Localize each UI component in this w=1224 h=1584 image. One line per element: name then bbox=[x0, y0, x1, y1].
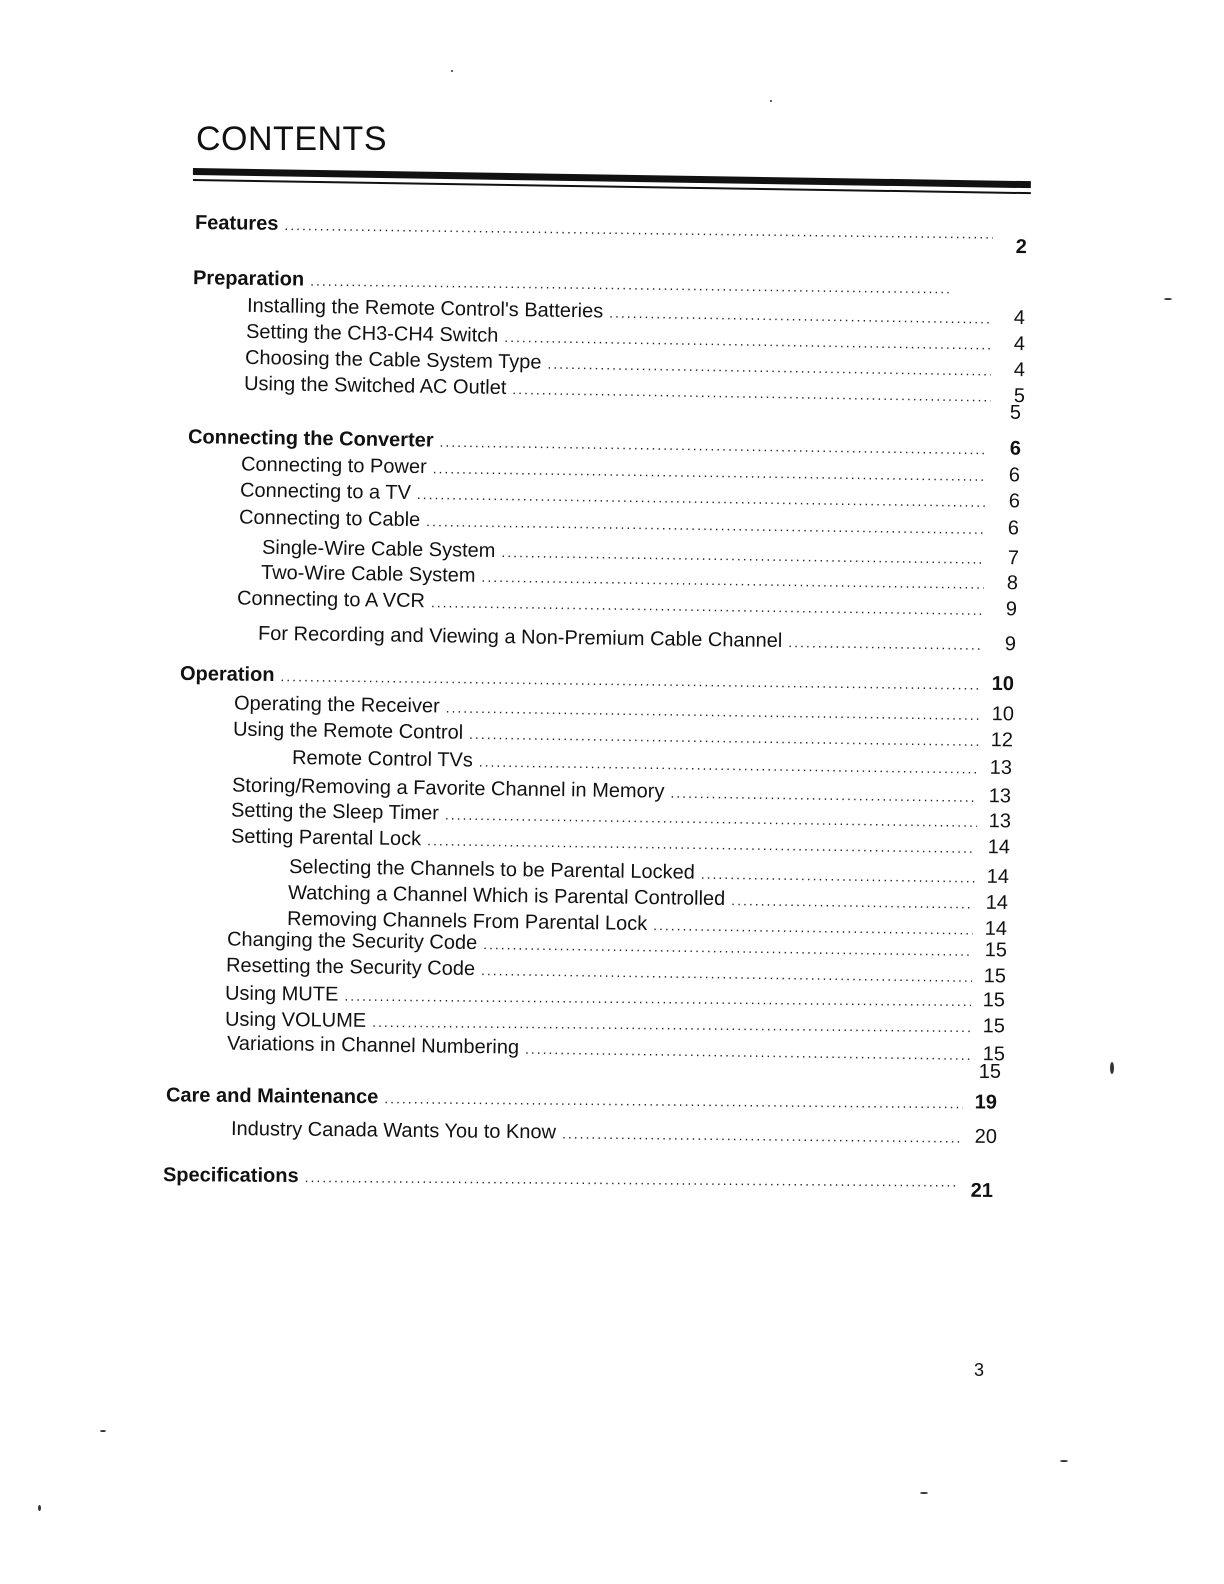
toc-entry-page: 8 bbox=[1006, 572, 1019, 595]
dot-leader bbox=[431, 590, 983, 622]
toc-entry-page: 7 bbox=[1007, 547, 1020, 570]
toc-extra-page: 15 bbox=[978, 1061, 1001, 1083]
dot-leader bbox=[562, 1121, 963, 1149]
toc-entry[interactable] bbox=[162, 1163, 993, 1202]
toc-entry[interactable] bbox=[180, 662, 1014, 696]
toc-entry-page: 14 bbox=[986, 865, 1010, 889]
toc-entry-label: Setting the CH3-CH4 Switch bbox=[245, 320, 499, 347]
dot-leader bbox=[284, 213, 993, 246]
toc-entry[interactable] bbox=[231, 1117, 997, 1149]
toc-entry-page: 4 bbox=[1013, 332, 1026, 356]
toc-entry-page: 14 bbox=[985, 891, 1009, 915]
dot-leader bbox=[512, 377, 991, 409]
toc-entry-page: 20 bbox=[974, 1125, 998, 1149]
toc-entry-label: Specifications bbox=[162, 1164, 299, 1188]
dot-leader bbox=[280, 664, 980, 697]
toc-entry-page: 14 bbox=[987, 836, 1011, 859]
toc-entry-page: 9 bbox=[1004, 633, 1017, 656]
dot-leader bbox=[701, 862, 975, 890]
toc-entry[interactable] bbox=[258, 622, 1016, 657]
scan-speck bbox=[1110, 1062, 1114, 1074]
toc-entry-label: Preparation bbox=[192, 267, 305, 291]
toc-entry-label: Operation bbox=[179, 662, 275, 687]
dot-leader bbox=[469, 722, 979, 753]
dot-leader bbox=[479, 750, 978, 781]
toc-entry-page: 6 bbox=[1009, 437, 1022, 460]
toc-entry-label: Installing the Remote Control's Batteries bbox=[246, 294, 604, 323]
toc-entry-label: Changing the Security Code bbox=[226, 928, 478, 955]
toc-entry-page: 13 bbox=[988, 785, 1012, 808]
scan-speck bbox=[1060, 1460, 1068, 1462]
toc-entry-label: Two-Wire Cable System bbox=[260, 561, 476, 587]
toc-entry-label: Operating the Receiver bbox=[233, 692, 440, 718]
toc-entry-label: Removing Channels From Parental Lock bbox=[286, 907, 648, 936]
toc-entry-page: 15 bbox=[983, 965, 1007, 988]
scan-speck bbox=[38, 1505, 41, 1511]
toc-entry-page: 6 bbox=[1008, 464, 1021, 487]
toc-entry-page: 13 bbox=[989, 756, 1013, 780]
toc-entry-page: 15 bbox=[982, 989, 1006, 1012]
toc-entry-label: Choosing the Cable System Type bbox=[244, 346, 542, 374]
toc-entry-label: Setting Parental Lock bbox=[230, 825, 422, 851]
toc-entry[interactable] bbox=[166, 1083, 997, 1114]
dot-leader bbox=[426, 509, 985, 541]
toc-entry-page: 10 bbox=[991, 672, 1015, 696]
dot-leader bbox=[788, 630, 982, 657]
toc-entry-page: 15 bbox=[984, 939, 1008, 962]
toc-entry-label: Using MUTE bbox=[224, 982, 339, 1006]
dot-leader bbox=[731, 888, 974, 915]
toc-entry-page: 5 bbox=[1013, 384, 1026, 408]
toc-entry-page: 19 bbox=[974, 1091, 998, 1114]
toc-entry-page: 15 bbox=[982, 1043, 1006, 1066]
scan-speck bbox=[451, 70, 453, 72]
toc-extra-page: 5 bbox=[1009, 402, 1021, 424]
dot-leader bbox=[305, 1165, 960, 1194]
toc-entry-label: Setting the Sleep Timer bbox=[230, 799, 440, 825]
toc-entry-label: Care and Maintenance bbox=[165, 1084, 379, 1109]
toc-entry-label: Selecting the Channels to be Parental Locked bbox=[288, 855, 695, 884]
toc-entry-label: Using the Switched AC Outlet bbox=[243, 372, 507, 399]
toc-entry-page: 12 bbox=[990, 729, 1014, 752]
toc-entry-label: Connecting to A VCR bbox=[236, 587, 426, 613]
toc-entry-label: Storing/Removing a Favorite Channel in Memory bbox=[231, 774, 665, 803]
toc-entry[interactable] bbox=[194, 211, 1027, 259]
toc-entry-label: Connecting to a TV bbox=[239, 479, 412, 504]
toc-entry-page: 6 bbox=[1008, 490, 1021, 513]
page-title: CONTENTS bbox=[196, 120, 387, 158]
toc-entry-label: Single-Wire Cable System bbox=[261, 536, 496, 562]
toc-entry-page: 6 bbox=[1007, 517, 1020, 540]
toc-entry-label: Using VOLUME bbox=[224, 1008, 367, 1032]
scan-speck bbox=[1164, 298, 1172, 300]
toc-entry-page: 21 bbox=[970, 1179, 993, 1202]
toc-entry-label: Connecting to Cable bbox=[238, 506, 421, 532]
scan-speck bbox=[100, 1430, 106, 1432]
toc-entry-page: 13 bbox=[988, 810, 1012, 833]
scan-speck bbox=[770, 100, 772, 102]
toc-entry-label: Resetting the Security Code bbox=[225, 954, 476, 981]
toc-entry-label: Connecting the Converter bbox=[187, 426, 434, 452]
toc-entry-page: 15 bbox=[982, 1015, 1006, 1038]
toc-entry-label: Features bbox=[194, 211, 279, 235]
page-number: 3 bbox=[974, 1360, 985, 1380]
toc-entry-page: 9 bbox=[1005, 598, 1018, 621]
dot-leader bbox=[427, 828, 976, 860]
toc-entry-label: Connecting to Power bbox=[240, 453, 427, 479]
toc-entry-page: 2 bbox=[1015, 235, 1027, 259]
scan-speck bbox=[920, 1492, 928, 1494]
toc-entry-page: 4 bbox=[1013, 306, 1026, 330]
dot-leader bbox=[525, 1037, 971, 1067]
toc-entry-page: 4 bbox=[1013, 358, 1026, 382]
dot-leader bbox=[384, 1086, 963, 1115]
toc-entry-label: Using the Remote Control bbox=[232, 718, 464, 744]
toc-entry-label: Remote Control TVs bbox=[291, 746, 473, 772]
toc-entry-label: Variations in Channel Numbering bbox=[226, 1032, 520, 1059]
toc-entry-page: 14 bbox=[984, 917, 1008, 941]
toc-entry-label: Watching a Channel Which is Parental Controlled bbox=[287, 881, 726, 911]
toc-entry-label: For Recording and Viewing a Non-Premium Cable Channel bbox=[257, 622, 783, 653]
toc-entry-page: 10 bbox=[991, 703, 1015, 726]
toc-entry-label: Industry Canada Wants You to Know bbox=[230, 1117, 557, 1144]
